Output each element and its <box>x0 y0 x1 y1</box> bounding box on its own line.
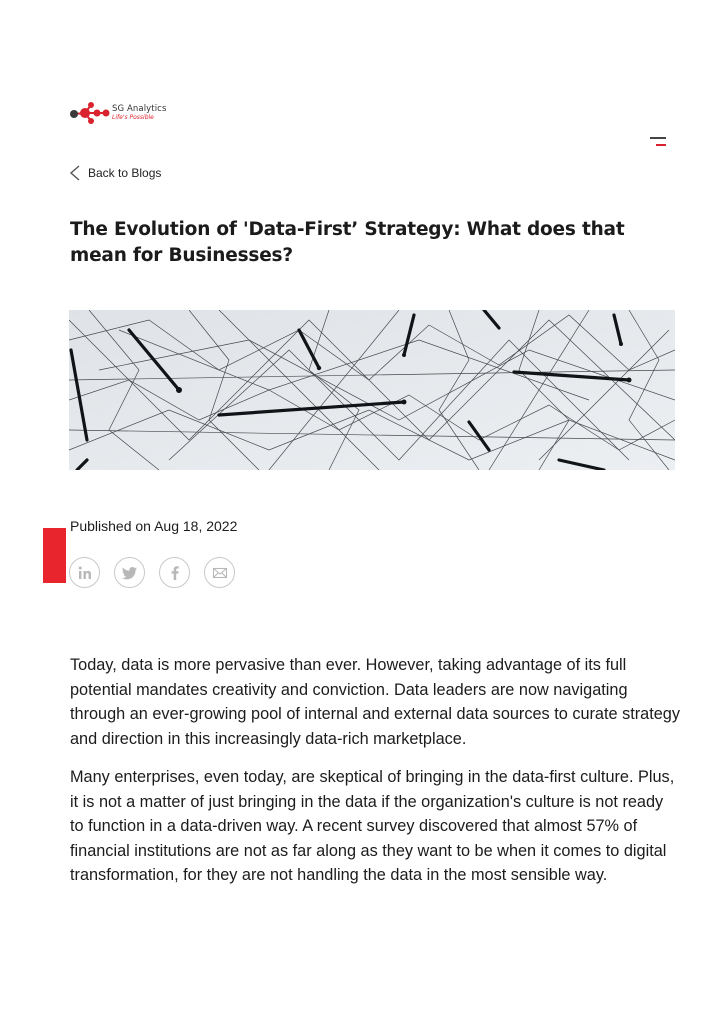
email-share-button[interactable] <box>204 557 235 588</box>
publish-date: Published on Aug 18, 2022 <box>70 518 238 534</box>
brand-logo[interactable] <box>69 101 166 125</box>
linkedin-share-button[interactable] <box>69 557 100 588</box>
chevron-left-icon <box>68 164 82 182</box>
twitter-share-button[interactable] <box>114 557 145 588</box>
brand-tagline: Life's Possible <box>112 113 154 121</box>
side-tab[interactable] <box>43 528 66 583</box>
hamburger-icon[interactable] <box>648 136 666 148</box>
article-body <box>70 653 680 902</box>
share-bar <box>69 557 235 588</box>
linkedin-icon <box>77 565 93 581</box>
facebook-share-button[interactable] <box>159 557 190 588</box>
back-to-blogs-link[interactable] <box>68 164 161 182</box>
facebook-icon <box>167 565 183 581</box>
logo-mark-icon <box>69 101 111 125</box>
back-link-label: Back to Blogs <box>88 166 162 180</box>
twitter-icon <box>122 565 138 581</box>
article-paragraph: Today, data is more pervasive than ever. However, taking advantage of its full potential mandates creativity and conviction. Data leaders are now navigating through an ever-growing pool of internal and external data sources to curate strategy and direction in this increasingly data-rich marketplace. <box>70 656 681 748</box>
article-title: The Evolution of 'Data-First’ Strategy: What does that mean for Businesses? <box>70 219 625 266</box>
article-paragraph: Many enterprises, even today, are skeptical of bringing in the data-first culture. Plus, it is not a matter of just bringing in the data if the organization's culture is not ready to function in a data-driven way. A recent survey discovered that almost 57% of financial institutions are not as far along as they want to be when it comes to digital transformation, for they are not handling the data in the most sensible way. <box>70 768 675 884</box>
network-lines-image <box>69 310 675 470</box>
brand-name: SG Analytics <box>112 104 167 115</box>
mail-icon <box>212 565 228 581</box>
